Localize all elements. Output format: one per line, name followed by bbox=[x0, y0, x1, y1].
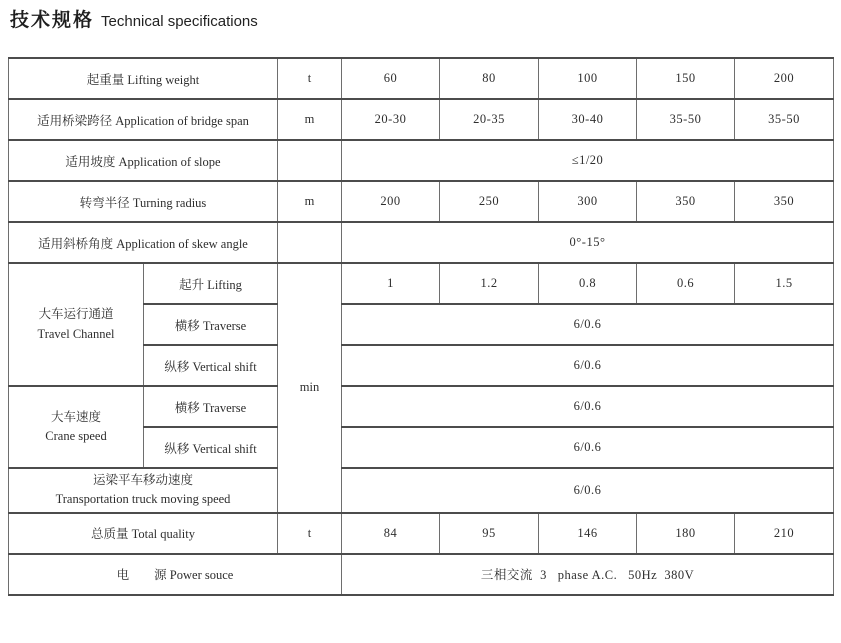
value-cell: 250 bbox=[440, 181, 539, 222]
value-cell: 35-50 bbox=[637, 99, 735, 140]
value-cell: 300 bbox=[539, 181, 637, 222]
group-label-en: Travel Channel bbox=[37, 326, 115, 341]
value-cell: 1 bbox=[342, 263, 440, 304]
group-label-travel-channel bbox=[9, 263, 144, 386]
row-slope bbox=[9, 140, 834, 181]
page-title-chinese: 技术规格 bbox=[10, 10, 95, 31]
sub-row-label: 纵移 Vertical shift bbox=[144, 345, 278, 386]
value-cell: 20-30 bbox=[342, 99, 440, 140]
shared-unit-cell: min bbox=[278, 263, 342, 513]
group-label-zh: 大车速度 bbox=[50, 409, 101, 424]
row-label: 总质量 Total quality bbox=[9, 513, 278, 554]
merged-value-cell: 6/0.6 bbox=[342, 468, 834, 513]
row-power-source bbox=[9, 554, 834, 595]
value-cell: 84 bbox=[342, 513, 440, 554]
sub-row-label: 横移 Traverse bbox=[144, 304, 278, 345]
row-crane-speed-traverse bbox=[9, 386, 834, 427]
value-cell: 146 bbox=[539, 513, 637, 554]
value-cell: 150 bbox=[637, 58, 735, 99]
row-label-power-source: 电 源 Power souce bbox=[9, 554, 342, 595]
unit-cell: t bbox=[278, 58, 342, 99]
value-cell: 30-40 bbox=[539, 99, 637, 140]
value-cell: 210 bbox=[735, 513, 834, 554]
value-cell: 1.2 bbox=[440, 263, 539, 304]
value-cell: 200 bbox=[735, 58, 834, 99]
row-label: 起重量 Lifting weight bbox=[9, 58, 278, 99]
merged-value-cell: 6/0.6 bbox=[342, 427, 834, 468]
value-cell: 350 bbox=[637, 181, 735, 222]
row-travel-channel-lifting bbox=[9, 263, 834, 304]
merged-value-cell: 6/0.6 bbox=[342, 345, 834, 386]
value-cell: 95 bbox=[440, 513, 539, 554]
row-label: 转弯半径 Turning radius bbox=[9, 181, 278, 222]
sub-row-label: 起升 Lifting bbox=[144, 263, 278, 304]
value-cell: 1.5 bbox=[735, 263, 834, 304]
value-cell: 180 bbox=[637, 513, 735, 554]
sub-row-label: 纵移 Vertical shift bbox=[144, 427, 278, 468]
value-cell: 100 bbox=[539, 58, 637, 99]
unit-cell bbox=[278, 140, 342, 181]
page-title bbox=[10, 5, 258, 32]
spec-table bbox=[8, 57, 834, 596]
value-cell: 0.8 bbox=[539, 263, 637, 304]
row-turning-radius bbox=[9, 181, 834, 222]
group-label-crane-speed bbox=[9, 386, 144, 468]
value-cell: 20-35 bbox=[440, 99, 539, 140]
unit-cell: m bbox=[278, 181, 342, 222]
row-label: 适用斜桥角度 Application of skew angle bbox=[9, 222, 278, 263]
row-skew-angle bbox=[9, 222, 834, 263]
row-label-truck-speed bbox=[9, 468, 278, 513]
value-cell: 60 bbox=[342, 58, 440, 99]
merged-value-cell: 6/0.6 bbox=[342, 304, 834, 345]
row-label-zh: 运梁平车移动速度 bbox=[92, 473, 193, 487]
value-cell: 0.6 bbox=[637, 263, 735, 304]
row-truck-speed bbox=[9, 468, 834, 513]
unit-cell: m bbox=[278, 99, 342, 140]
value-cell: 80 bbox=[440, 58, 539, 99]
row-label: 适用桥梁跨径 Application of bridge span bbox=[9, 99, 278, 140]
row-total-quality bbox=[9, 513, 834, 554]
row-label-en: Transportation truck moving speed bbox=[55, 492, 231, 507]
unit-cell bbox=[278, 222, 342, 263]
page-title-english: Technical specifications bbox=[101, 13, 258, 30]
merged-value-cell: 6/0.6 bbox=[342, 386, 834, 427]
value-cell: 350 bbox=[735, 181, 834, 222]
row-bridge-span bbox=[9, 99, 834, 140]
merged-value-cell: 0°-15° bbox=[342, 222, 834, 263]
row-lifting-weight bbox=[9, 58, 834, 99]
unit-cell: t bbox=[278, 513, 342, 554]
value-cell: 35-50 bbox=[735, 99, 834, 140]
row-label: 适用坡度 Application of slope bbox=[9, 140, 278, 181]
group-label-en: Crane speed bbox=[45, 429, 107, 443]
merged-value-cell: 三相交流 3 phase A.C. 50Hz 380V bbox=[342, 554, 834, 595]
merged-value-cell: ≤1/20 bbox=[342, 140, 834, 181]
group-label-zh: 大车运行通道 bbox=[38, 307, 114, 322]
sub-row-label: 横移 Traverse bbox=[144, 386, 278, 427]
value-cell: 200 bbox=[342, 181, 440, 222]
